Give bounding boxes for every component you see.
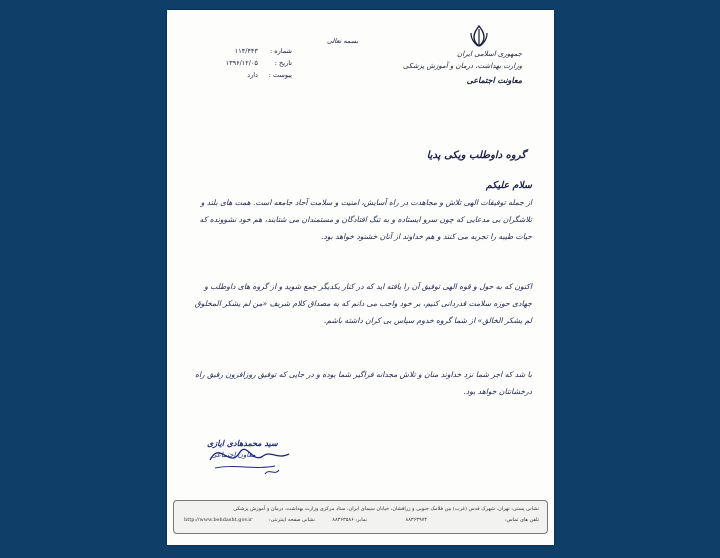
meta-attachment-value: دارد	[247, 71, 258, 79]
meta-number	[197, 47, 292, 55]
footer-web-label: نشانی صفحه اینترنتی:	[268, 517, 315, 523]
meta-number-label: شماره :	[270, 47, 292, 55]
footer-fax-label: نمابر:	[355, 517, 367, 523]
iran-emblem-icon	[468, 24, 490, 48]
meta-date-label: تاریخ :	[274, 59, 292, 67]
besm-heading: بسمه تعالی	[327, 37, 359, 45]
footer-phone-value: ۸۸۳۶۳۹۷۴	[405, 517, 427, 523]
letter-paragraph-1: از جمله توفیقات الهی تلاش و مجاهدت در راه آسایش، امنیت و سلامت آحاد جامعه است. همت های بلند و تلاشگران بی مدعایی که چون سرو ایستاده و به تنگ افتادگان و مستمندان می شتابند، هم خود نشوونده که حیات طیبه را تجربه می کنند و هم خداوند از آنان خشنود خواهد بود.	[199, 198, 532, 241]
signatory-title: معاون اجتماعی	[211, 451, 256, 459]
footer-fax-value: ۸۸۳۶۳۵۸۶	[332, 517, 354, 523]
meta-attachment-label: پیوست :	[268, 71, 292, 79]
meta-number-value: ۱۱۴/۴۴۳	[234, 47, 258, 55]
footer-phone-label: تلفن های تماس:	[504, 517, 539, 523]
letter-paragraph-2: اکنون که به حول و قوه الهی توفیق آن را یافته اید که در کنار یکدیگر جمع شوید و از گروه های داوطلب و جهادی حوزه سلامت قدردانی کنیم، بر خود واجب می دانم که به مصداق کلام شریف «من لم یشکر المخلوق لم یشکر الخالق» از شما گروه خدوم سپاس بی کران داشته باشم.	[194, 282, 532, 325]
footer-fax	[332, 517, 367, 523]
letterhead-country: جمهوری اسلامی ایران	[457, 50, 522, 58]
letter-greeting: سلام علیکم	[485, 180, 532, 191]
letter-footer	[173, 500, 548, 534]
letterhead-department: معاونت اجتماعی	[466, 75, 522, 85]
footer-web-link[interactable]: http://www.behdasht.gov.ir	[184, 517, 253, 523]
letter-paragraph-3: با شد که اجر شما نزد خداوند منان و تلاش مجدانه فراگیر شما بوده و در جایی که توفیق روزافزون رفیق راه درخشانتان خواهد بود.	[194, 370, 532, 396]
meta-date-value: ۱۳۹۶/۱۲/۰۵	[225, 59, 258, 67]
meta-attachment	[197, 71, 292, 79]
letter-page	[167, 10, 554, 545]
footer-address: نشانی پستی: تهران، شهرک قدس (غرب) بین فلامک جنوبی و زرافشان، خیابان سیمای ایران، ستاد مرکزی وزارت بهداشت، درمان و آموزش پزشکی	[233, 506, 539, 512]
letterhead-ministry: وزارت بهداشت، درمان و آموزش پزشکی	[402, 62, 522, 70]
meta-date	[197, 59, 292, 67]
signatory-name: سید محمدهادی ایازی	[207, 438, 278, 448]
letter-recipient: گروه داوطلب ویکی پدیا	[426, 150, 526, 161]
